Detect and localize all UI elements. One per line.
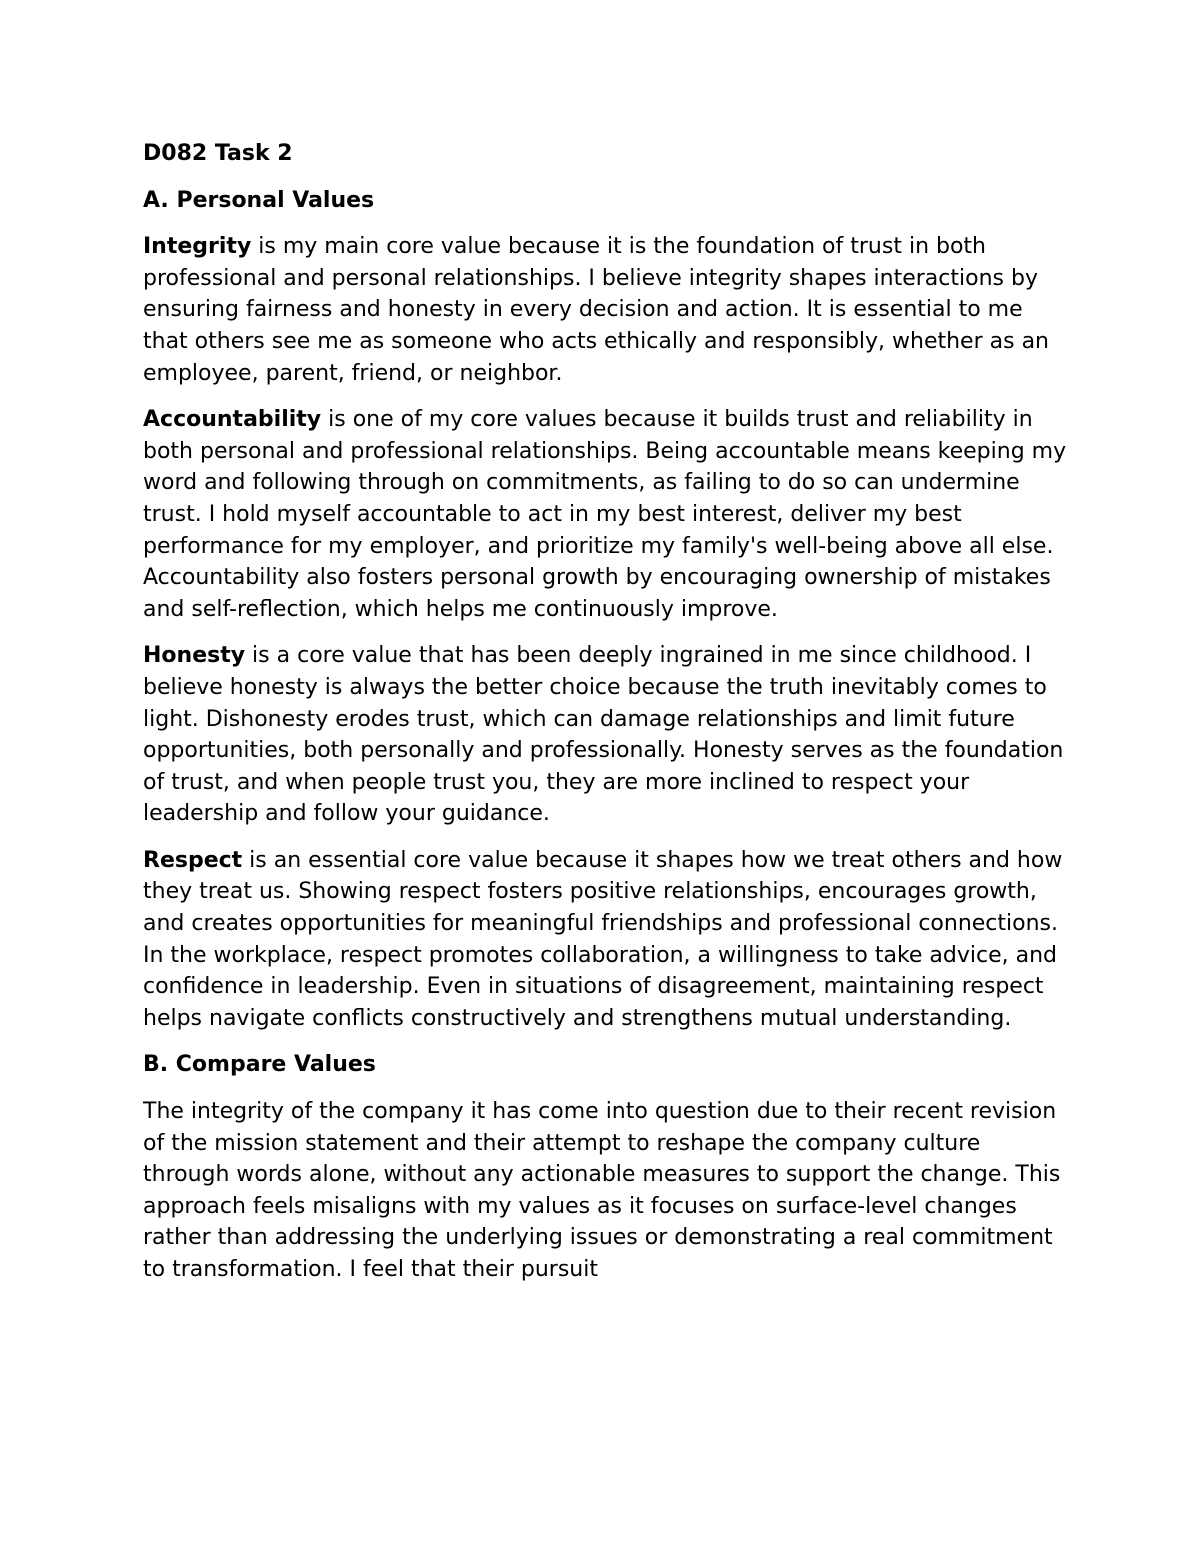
document-page: [143, 138, 1073, 1301]
value-term: Accountability: [143, 407, 322, 433]
value-term: Honesty: [143, 643, 246, 669]
value-paragraph-accountability: [143, 404, 1073, 625]
document-title: D082 Task 2: [143, 141, 293, 166]
value-term: Respect: [143, 847, 243, 873]
value-text: is an essential core value because it shapes how we treat others and how they treat us. Showing respect fosters positive relationships, encourages growth, and creates opportunities for meaningful friendships and professional connections. In the workplace, respect promotes collaboration, a willingness to take advice, and confidence in leadership. Even in situations of disagreement, maintaining respect helps navigate conflicts constructively and strengthens mutual understanding.: [143, 847, 1063, 1031]
value-text: is a core value that has been deeply ingrained in me since childhood. I believe honesty is always the better choice because the truth inevitably comes to light. Dishonesty erodes trust, which can damage relationships and limit future opportunities, both personally and professionally. Honesty serves as the foundation of trust, and when people trust you, they are more inclined to respect your leadership and follow your guidance.: [143, 643, 1064, 827]
value-text: is my main core value because it is the foundation of trust in both professional and personal relationships. I believe integrity shapes interactions by ensuring fairness and honesty in every decision and action. It is essential to me that others see me as someone who acts ethically and responsibly, whether as an employee, parent, friend, or neighbor.: [143, 234, 1049, 386]
value-paragraph-integrity: [143, 231, 1073, 389]
value-text: is one of my core values because it builds trust and reliability in both personal and professional relationships. Being accountable means keeping my word and following through on commitments, as failing to do so can undermine trust. I hold myself accountable to act in my best interest, deliver my best performance for my employer, and prioritize my family's well-being above all else. Accountability also fosters personal growth by encouraging ownership of mistakes and self-reflection, which helps me continuously improve.: [143, 407, 1067, 622]
compare-values-paragraph: The integrity of the company it has come into question due to their recent revision of the mission statement and their attempt to reshape the company culture through words alone, without any actionable measures to support the change. This approach feels misaligns with my values as it focuses on surface-level changes rather than addressing the underlying issues or demonstrating a real commitment to transformation. I feel that their pursuit: [143, 1099, 1061, 1282]
value-paragraph-honesty: [143, 640, 1073, 830]
value-term: Integrity: [143, 234, 252, 260]
section-a-heading: A. Personal Values: [143, 187, 375, 213]
value-paragraph-respect: [143, 845, 1073, 1035]
section-b-heading: B. Compare Values: [143, 1052, 376, 1078]
